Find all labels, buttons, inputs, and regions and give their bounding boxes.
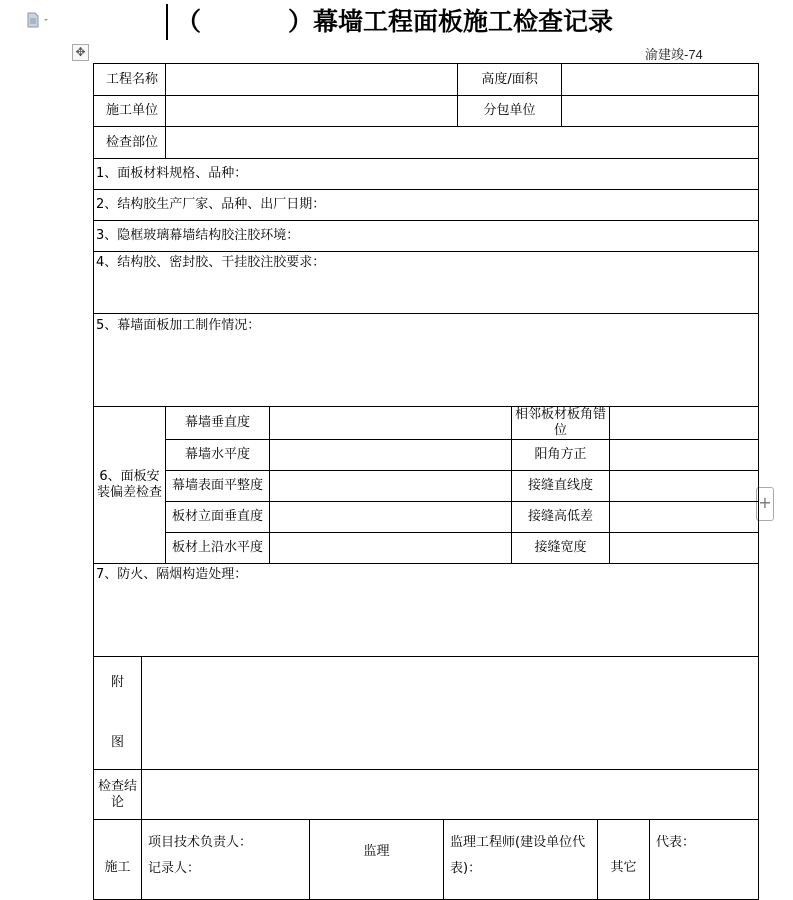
deviation-value-field[interactable] — [270, 471, 512, 502]
construction-sign-label: 施工 — [94, 820, 142, 900]
item-7[interactable]: 7、防火、隔烟构造处理： — [94, 564, 759, 657]
deviation-item-left: 板材上沿水平度 — [166, 533, 270, 564]
item-4[interactable]: 4、结构胶、密封胶、干挂胶注胶要求： — [94, 252, 759, 314]
deviation-value-field[interactable] — [270, 440, 512, 471]
table-row — [94, 657, 759, 770]
height-area-field[interactable] — [562, 64, 759, 96]
deviation-item-left: 板材立面垂直度 — [166, 502, 270, 533]
deviation-item-right: 接缝宽度 — [512, 533, 610, 564]
text-cursor — [166, 4, 168, 40]
construction-unit-field[interactable] — [166, 96, 458, 127]
table-row — [94, 471, 759, 502]
table-row — [94, 64, 759, 96]
item-1[interactable]: 1、面板材料规格、品种： — [94, 159, 759, 190]
form-code: 渝建竣-74 — [645, 47, 703, 62]
table-row — [94, 159, 759, 190]
conclusion-label: 检查结论 — [94, 770, 142, 820]
height-area-label: 高度/面积 — [458, 64, 562, 96]
deviation-item-left: 幕墙垂直度 — [166, 407, 270, 440]
table-row — [94, 407, 759, 440]
table-row — [94, 221, 759, 252]
table-row — [94, 533, 759, 564]
deviation-item-left: 幕墙表面平整度 — [166, 471, 270, 502]
deviation-label: 6、面板安装偏差检查 — [94, 407, 166, 564]
supervisor-label: 监理工程师(建设单位代表)： — [450, 835, 586, 876]
table-row — [94, 127, 759, 159]
construction-unit-label: 施工单位 — [94, 96, 166, 127]
attachment-area[interactable] — [142, 657, 759, 770]
deviation-value-field[interactable] — [270, 407, 512, 440]
attachment-label-bottom: 图 — [110, 735, 124, 750]
table-row — [94, 820, 759, 900]
table-row — [94, 564, 759, 657]
deviation-value-field[interactable] — [610, 407, 759, 440]
deviation-value-field[interactable] — [610, 471, 759, 502]
table-row — [94, 770, 759, 820]
deviation-value-field[interactable] — [610, 440, 759, 471]
tech-lead-label: 项目技术负责人： — [148, 835, 253, 850]
subcontractor-field[interactable] — [562, 96, 759, 127]
item-3[interactable]: 3、隐框玻璃幕墙结构胶注胶环境： — [94, 221, 759, 252]
table-row — [94, 440, 759, 471]
table-row — [94, 502, 759, 533]
deviation-item-right: 接缝高低差 — [512, 502, 610, 533]
subcontractor-label: 分包单位 — [458, 96, 562, 127]
deviation-value-field[interactable] — [610, 502, 759, 533]
deviation-value-field[interactable] — [270, 533, 512, 564]
construction-sign-area[interactable] — [142, 820, 310, 900]
item-5[interactable]: 5、幕墙面板加工制作情况： — [94, 314, 759, 407]
conclusion-field[interactable] — [142, 770, 759, 820]
deviation-item-right: 阳角方正 — [512, 440, 610, 471]
deviation-value-field[interactable] — [610, 533, 759, 564]
representative-label: 代表： — [656, 835, 696, 850]
table-move-handle-icon[interactable]: ✥ — [72, 44, 89, 61]
inspection-table — [93, 63, 759, 900]
project-name-label: 工程名称 — [94, 64, 166, 96]
deviation-item-left: 幕墙水平度 — [166, 440, 270, 471]
deviation-value-field[interactable] — [270, 502, 512, 533]
table-row — [94, 96, 759, 127]
inspection-part-field[interactable] — [166, 127, 759, 159]
item-2[interactable]: 2、结构胶生产厂家、品种、出厂日期： — [94, 190, 759, 221]
table-row — [94, 252, 759, 314]
table-row — [94, 314, 759, 407]
supervision-sign-label: 监理 — [310, 820, 444, 900]
inspection-part-label: 检查部位 — [94, 127, 166, 159]
attachment-label-top: 附 — [110, 675, 124, 690]
deviation-item-right: 相邻板材板角错位 — [512, 407, 610, 440]
document-icon[interactable] — [27, 12, 51, 28]
table-row — [94, 190, 759, 221]
other-sign-label: 其它 — [598, 820, 650, 900]
page-title: （ ）幕墙工程面板施工检查记录 — [176, 7, 614, 36]
other-sign-area[interactable] — [650, 820, 759, 900]
project-name-field[interactable] — [166, 64, 458, 96]
supervision-sign-area[interactable] — [444, 820, 598, 900]
inspection-form — [93, 63, 754, 900]
add-row-handle-icon[interactable]: + — [756, 487, 774, 521]
attachment-label — [94, 657, 142, 770]
recorder-label: 记录人： — [148, 861, 201, 876]
deviation-item-right: 接缝直线度 — [512, 471, 610, 502]
